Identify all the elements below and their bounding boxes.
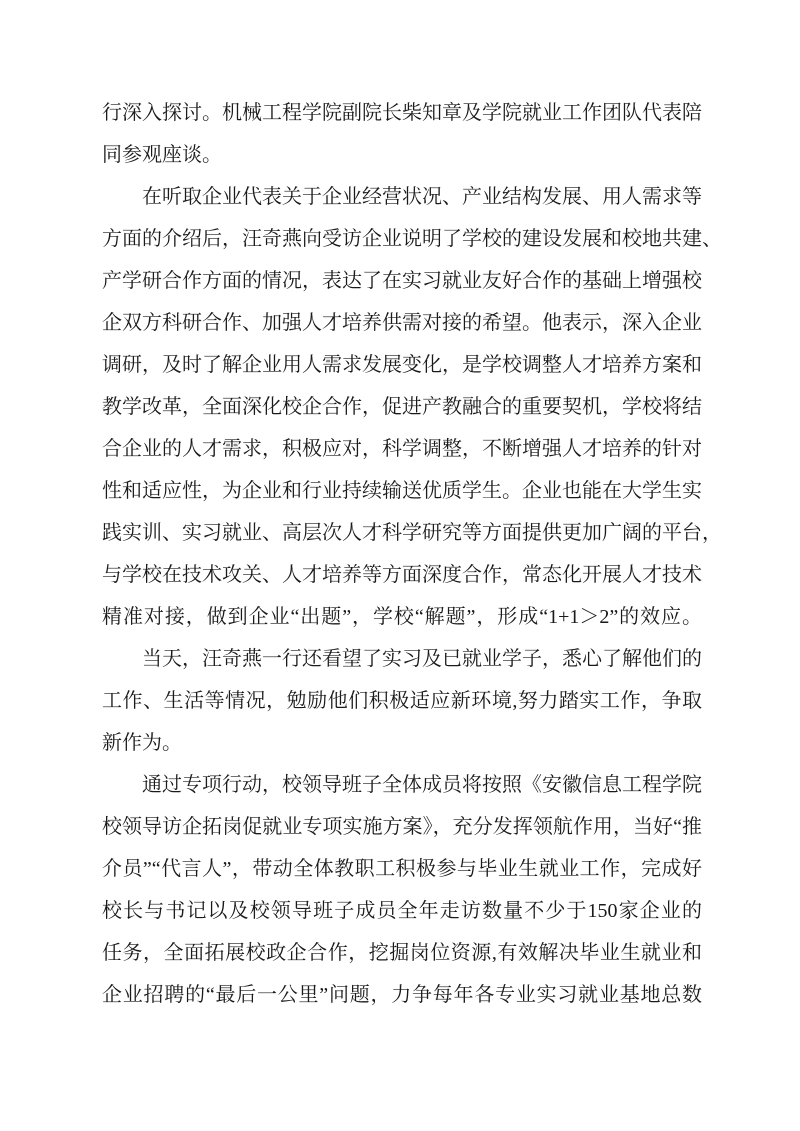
document-line: 行深入探讨。机械工程学院副院长柴知章及学院就业工作团队代表陪 xyxy=(102,102,702,124)
document-line: 与学校在技术攻关、人才培养等方面深度合作，常态化开展人才技术 xyxy=(102,564,702,586)
document-line: 校长与书记以及校领导班子成员全年走访数量不少于150家企业的 xyxy=(102,900,702,922)
document-line: 工作、生活等情况，勉励他们积极适应新环境,努力踏实工作，争取 xyxy=(102,690,702,712)
document-line: 践实训、实习就业、高层次人才科学研究等方面提供更加广阔的平台， xyxy=(102,522,722,544)
document-line: 在听取企业代表关于企业经营状况、产业结构发展、用人需求等 xyxy=(142,186,702,208)
document-line: 通过专项行动，校领导班子全体成员将按照《安徽信息工程学院 xyxy=(142,774,702,796)
document-line: 精准对接，做到企业“出题”，学校“解题”，形成“1+1＞2”的效应。 xyxy=(102,606,702,628)
document-line: 性和适应性，为企业和行业持续输送优质学生。企业也能在大学生实 xyxy=(102,480,702,502)
document-line: 企双方科研合作、加强人才培养供需对接的希望。他表示，深入企业 xyxy=(102,312,702,334)
document-line: 当天，汪奇燕一行还看望了实习及已就业学子，悉心了解他们的 xyxy=(142,648,702,670)
document-line: 校领导访企拓岗促就业专项实施方案》，充分发挥领航作用，当好“推 xyxy=(102,816,702,838)
document-line: 新作为。 xyxy=(102,732,182,754)
document-line: 企业招聘的“最后一公里”问题，力争每年各专业实习就业基地总数 xyxy=(102,984,702,1006)
document-line: 介员”“代言人”，带动全体教职工积极参与毕业生就业工作，完成好 xyxy=(102,858,702,880)
document-body xyxy=(102,92,722,1016)
document-line: 教学改革，全面深化校企合作，促进产教融合的重要契机，学校将结 xyxy=(102,396,702,418)
document-line: 同参观座谈。 xyxy=(102,144,222,166)
document-line: 合企业的人才需求，积极应对，科学调整，不断增强人才培养的针对 xyxy=(102,438,702,460)
document-line: 任务，全面拓展校政企合作，挖掘岗位资源,有效解决毕业生就业和 xyxy=(102,942,702,964)
document-line: 调研，及时了解企业用人需求发展变化，是学校调整人才培养方案和 xyxy=(102,354,702,376)
document-line: 产学研合作方面的情况，表达了在实习就业友好合作的基础上增强校 xyxy=(102,270,702,292)
document-line: 方面的介绍后，汪奇燕向受访企业说明了学校的建设发展和校地共建、 xyxy=(102,228,722,250)
